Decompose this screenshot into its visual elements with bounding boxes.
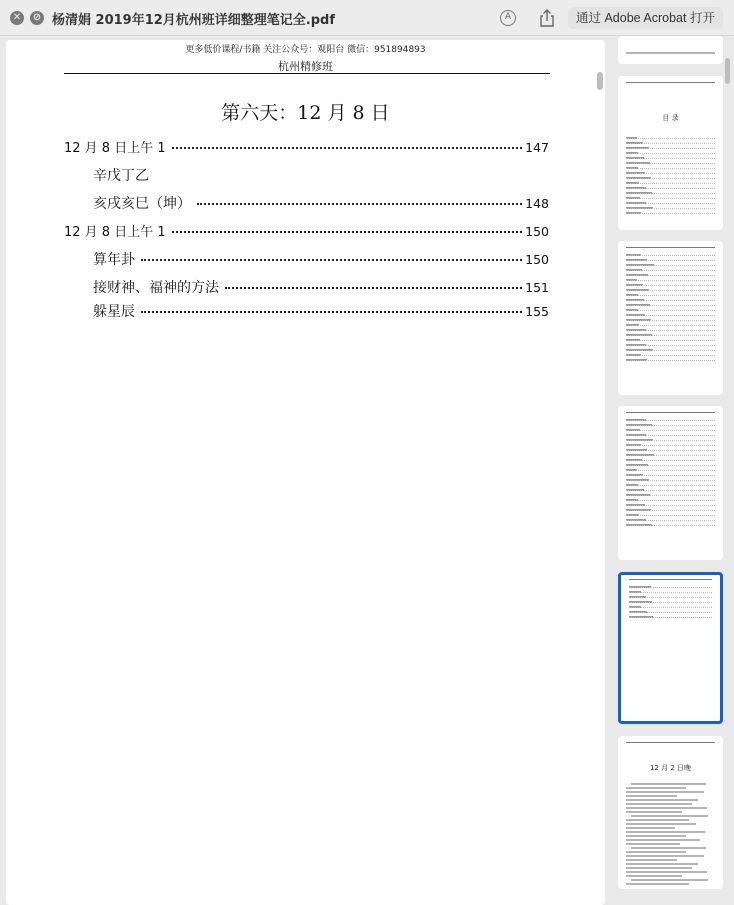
thumbnail-text-line <box>626 152 715 155</box>
toc-leader-dots <box>141 259 522 261</box>
thumbnail-text-line <box>629 591 712 594</box>
document-title: 杨清娟 2019年12月杭州班详细整理笔记全.pdf <box>52 13 336 28</box>
thumbnail-title: 目 录 <box>662 114 679 122</box>
thumbnail-text-line <box>629 601 712 604</box>
thumbnail-text-line <box>626 289 715 292</box>
thumbnail-text-line <box>626 339 715 342</box>
thumbnail-text-line <box>626 147 715 150</box>
thumbnail-text-line <box>626 294 715 297</box>
thumbnail-text-line <box>631 783 706 785</box>
thumbnail-text-line <box>626 434 715 437</box>
thumbnail-text-line <box>626 157 715 160</box>
thumbnail-text-line <box>626 264 715 267</box>
thumbnail-text-line <box>626 279 715 282</box>
toc-entry-label: 12 月 8 日上午 1 <box>64 141 166 156</box>
close-icon[interactable]: ✕ <box>10 11 24 25</box>
thumbnail-text-line <box>626 827 675 829</box>
page-thumbnail-selected[interactable] <box>618 572 723 724</box>
thumbnail-text-line <box>626 514 715 517</box>
thumbnail-text-line <box>626 883 689 885</box>
toc-leader-dots <box>225 287 522 289</box>
page-header-class: 杭州精修班 <box>278 60 333 73</box>
thumbnail-text-line <box>626 819 689 821</box>
thumbnail-text-line <box>626 197 715 200</box>
thumbnail-text-line <box>626 499 715 502</box>
thumbnail-text-line <box>626 454 715 457</box>
thumbnail-text-line <box>631 879 708 881</box>
header-divider <box>64 73 550 74</box>
thumbnail-text-line <box>626 787 686 789</box>
thumbnail-text-line <box>626 304 715 307</box>
toc-entry-page-number: 148 <box>525 196 549 211</box>
thumbnail-text-line <box>626 823 696 825</box>
thumbnail-text-line <box>626 519 715 522</box>
thumbnail-text-line <box>626 354 715 357</box>
thumbnail-text-line <box>626 469 715 472</box>
toc-entry-label: 算年卦 <box>93 252 135 268</box>
thumbnail-text-line <box>629 611 712 614</box>
thumbnail-text-line <box>626 419 715 422</box>
toc-entry-page-number: 150 <box>525 224 549 239</box>
thumbnail-text-line <box>626 803 692 805</box>
block-icon[interactable]: ⊘ <box>30 11 44 25</box>
thumbnail-text-line <box>626 859 677 861</box>
thumbnail-text-line <box>626 807 707 809</box>
thumbnail-text-line <box>626 212 715 215</box>
sidebar-scrollbar[interactable] <box>725 58 730 84</box>
page-thumbnail[interactable] <box>618 736 723 889</box>
toc-entry[interactable] <box>93 249 549 269</box>
thumbnail-text-line <box>626 202 715 205</box>
thumbnail-text-line <box>629 606 712 609</box>
thumbnail-text-line <box>626 464 715 467</box>
thumbnail-text-line <box>626 504 715 507</box>
toc-leader-dots <box>172 147 523 149</box>
thumbnail-text-line <box>626 875 682 877</box>
thumbnail-text-line <box>626 839 700 841</box>
share-icon[interactable] <box>538 8 556 28</box>
toc-entry[interactable] <box>93 277 549 297</box>
thumbnail-text-line <box>626 489 715 492</box>
thumbnail-text-line <box>626 314 715 317</box>
page-thumbnail[interactable] <box>618 76 723 230</box>
thumbnail-text-line <box>626 329 715 332</box>
toc-entry[interactable] <box>93 165 549 185</box>
thumbnail-text-line <box>629 616 712 619</box>
page-title: 第六天：12 月 8 日 <box>221 102 390 124</box>
thumbnail-text-line <box>626 259 715 262</box>
page-thumbnail[interactable] <box>618 241 723 395</box>
page-header-promo: 更多低价课程/书籍 关注公众号：观阳台 微信：951894893 <box>185 45 426 55</box>
thumbnail-text-line <box>626 274 715 277</box>
thumbnail-text-line <box>626 359 715 362</box>
thumbnail-text-line <box>626 484 715 487</box>
thumbnail-text-line <box>626 449 715 452</box>
toc-leader-dots <box>172 231 523 233</box>
thumbnail-text-line <box>626 182 715 185</box>
thumbnail-text-line <box>626 474 715 477</box>
thumbnail-text-line <box>626 871 707 873</box>
page-thumbnail[interactable] <box>618 406 723 560</box>
thumbnail-text-line <box>626 509 715 512</box>
thumbnail-text-line <box>626 137 715 140</box>
thumbnail-text-line <box>626 795 677 797</box>
thumbnail-text-line <box>626 799 698 801</box>
title-bar <box>0 0 734 36</box>
thumbnail-text-line <box>626 524 715 527</box>
thumbnail-text-line <box>629 596 712 599</box>
thumbnail-text-line <box>626 187 715 190</box>
thumbnail-text-line <box>626 207 715 210</box>
toc-entry-page-number: 151 <box>525 280 549 295</box>
thumbnail-text-line <box>626 835 686 837</box>
thumbnail-text-line <box>631 815 708 817</box>
thumbnail-text-line <box>626 479 715 482</box>
toc-entry-label: 躲星辰 <box>93 304 135 320</box>
thumbnail-sidebar <box>610 36 734 905</box>
thumbnail-text-line <box>626 254 715 257</box>
toc-entry-page-number: 147 <box>525 140 549 155</box>
thumbnail-text-line <box>626 284 715 287</box>
thumbnail-text-line <box>626 177 715 180</box>
thumbnail-text-line <box>626 309 715 312</box>
toc-entry[interactable] <box>93 193 549 213</box>
thumbnail-text-line <box>626 444 715 447</box>
document-page <box>6 40 605 905</box>
toc-leader-dots <box>141 311 522 313</box>
thumbnail-text-line <box>626 167 715 170</box>
thumbnail-text-line <box>626 459 715 462</box>
thumbnail-text-line <box>626 811 682 813</box>
toc-entry[interactable] <box>93 301 549 321</box>
thumbnail-title: 12 月 2 日晚 <box>649 764 692 772</box>
thumbnail-text-line <box>626 791 704 793</box>
thumbnail-text-line <box>626 324 715 327</box>
toc-entry-page-number: 155 <box>525 304 549 319</box>
thumbnail-text-line <box>626 344 715 347</box>
page-thumbnail[interactable] <box>618 36 723 64</box>
toc-entry-label: 接财神、福神的方法 <box>93 280 219 296</box>
thumbnail-text-line <box>626 429 715 432</box>
thumbnail-text-line <box>626 424 715 427</box>
toc-entry-page-number: 150 <box>525 252 549 267</box>
thumbnail-text-line <box>626 494 715 497</box>
thumbnail-text-line <box>626 319 715 322</box>
thumbnail-text-line <box>626 269 715 272</box>
toc-entry-label: 12 月 8 日上午 1 <box>64 225 166 240</box>
toc-entry-label: 亥戌亥巳（坤） <box>93 196 191 212</box>
thumbnail-text-line <box>626 172 715 175</box>
document-scrollbar[interactable] <box>597 72 603 90</box>
thumbnail-text-line <box>626 867 692 869</box>
thumbnail-text-line <box>626 142 715 145</box>
thumbnail-text-line <box>626 162 715 165</box>
markup-icon[interactable]: A <box>500 10 516 26</box>
thumbnail-text-line <box>626 863 698 865</box>
thumbnail-text-line <box>626 843 680 845</box>
toc-entry[interactable] <box>64 221 549 240</box>
thumbnail-text-line <box>629 586 712 589</box>
toc-entry[interactable] <box>64 137 549 156</box>
thumbnail-text-line <box>626 855 704 857</box>
thumbnail-text-line <box>626 831 705 833</box>
thumbnail-text-line <box>626 299 715 302</box>
toc-leader-dots <box>197 203 522 205</box>
thumbnail-text-line <box>626 439 715 442</box>
thumbnail-text-line <box>631 847 706 849</box>
thumbnail-text-line <box>626 334 715 337</box>
thumbnail-text-line <box>626 349 715 352</box>
thumbnail-text-line <box>626 851 686 853</box>
toc-entry-label: 辛戊丁乙 <box>93 168 149 184</box>
thumbnail-text-line <box>626 192 715 195</box>
open-in-acrobat-button[interactable]: 通过 Adobe Acrobat 打开 <box>568 7 723 29</box>
